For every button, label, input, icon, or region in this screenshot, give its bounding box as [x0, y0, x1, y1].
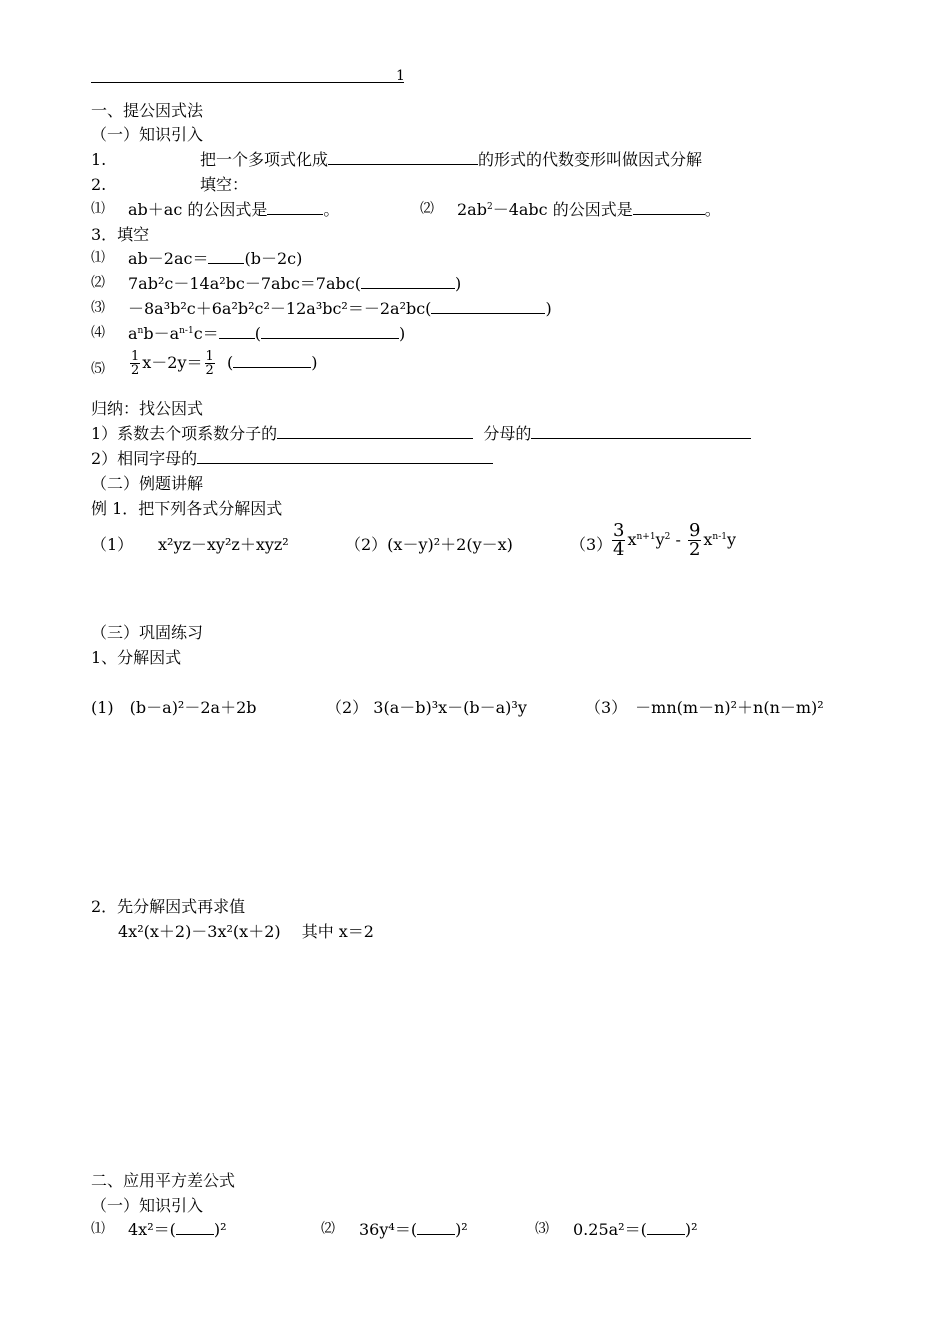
s2-q2: 36y⁴＝( )²: [359, 1220, 468, 1239]
example-1-2: （2）(x－y)²＋2(y－x): [345, 535, 513, 554]
s2-q3: 0.25a²＝( )²: [573, 1220, 698, 1239]
q1-number: 1.: [91, 150, 107, 169]
fraction-one-half: $\frac{1}{2}$: [131, 349, 140, 378]
fill-2-text: 7ab²c－14a²bc－7abc＝7abc( ): [128, 274, 462, 293]
q2-text: 填空：: [200, 175, 249, 194]
fraction-nine-halves: $\frac{9}{2}$: [688, 520, 701, 560]
q2-1-text: ab＋ac 的公因式是 。: [128, 200, 340, 219]
example-1-1-number: （1）: [91, 535, 134, 554]
header-rule: [91, 82, 404, 83]
s2-q3-blank[interactable]: [647, 1220, 685, 1235]
summary-1-blank-1[interactable]: [277, 424, 473, 439]
s2-q1: 4x²＝( )²: [128, 1220, 227, 1239]
subsection-practice: （三）巩固练习: [91, 623, 204, 642]
q2-2-number: ⑵: [420, 201, 434, 217]
fill-2-blank[interactable]: [361, 274, 455, 289]
q2-number: 2.: [91, 175, 107, 194]
s2-q2-number: ⑵: [321, 1221, 335, 1237]
summary-2-blank[interactable]: [197, 449, 493, 464]
fill-4-blank-2[interactable]: [261, 324, 399, 339]
s2-q2-blank[interactable]: [417, 1220, 455, 1235]
summary-title: 归纳：找公因式: [91, 399, 204, 418]
practice-2-expression: 4x²(x＋2)－3x²(x＋2) 其中 x＝2: [118, 922, 374, 941]
fill-3-blank[interactable]: [431, 299, 545, 314]
summary-2: 2）相同字母的: [91, 449, 493, 468]
fill-5-number: ⑸: [91, 361, 105, 377]
fill-4-number: ⑷: [91, 325, 105, 341]
q2-1-blank[interactable]: [267, 200, 323, 215]
q3-title: 3．填空: [91, 225, 150, 244]
fill-4-blank-1[interactable]: [219, 324, 255, 339]
fill-3-text: －8a³b²c＋6a²b²c²－12a³bc²＝－2a²bc( ): [128, 299, 552, 318]
practice-2-title: 2．先分解因式再求值: [91, 897, 246, 916]
fill-5-text: $\frac{1}{2}$ x－2y＝ $\frac{1}{2}$ ( ): [131, 349, 318, 378]
fill-1-text: ab－2ac＝ (b－2c): [128, 249, 303, 268]
page-number: 1: [396, 68, 405, 84]
q2-1-number: ⑴: [91, 201, 105, 217]
summary-1: 1）系数去个项系数分子的 分母的: [91, 424, 751, 443]
fill-1-blank[interactable]: [208, 249, 244, 264]
example-1-3: $\frac{3}{4}$ $x^{n+1}y^2$ - $\frac{9}{2}$ $x^{n-1}y$: [613, 520, 737, 560]
fill-2-number: ⑵: [91, 275, 105, 291]
example-1-3-number: （3）: [570, 535, 613, 554]
practice-1-1: (1) (b－a)²－2a＋2b: [91, 698, 257, 717]
subsection-examples: （二）例题讲解: [91, 474, 204, 493]
q2-2-text: $2ab^2-4abc$ 的公因式是 。: [457, 200, 721, 219]
s2-q3-number: ⑶: [535, 1221, 549, 1237]
example-1-title: 例 1．把下列各式分解因式: [91, 499, 283, 518]
fill-5-blank[interactable]: [233, 353, 311, 368]
fill-4-text: $a^nb-a^{n-1}c=$ ( ): [128, 324, 406, 343]
fraction-three-quarters: $\frac{3}{4}$: [613, 520, 625, 560]
summary-1-blank-2[interactable]: [531, 424, 751, 439]
practice-1-2: （2） 3(a－b)³x－(b－a)³y: [326, 698, 527, 717]
section-2-title: 二、应用平方差公式: [91, 1171, 236, 1190]
practice-1-3: （3） －mn(m－n)²＋n(n－m)²: [585, 698, 824, 717]
s2-q1-number: ⑴: [91, 1221, 105, 1237]
section-1-title: 一、提公因式法: [91, 101, 204, 120]
s2-q1-blank[interactable]: [176, 1220, 214, 1235]
fraction-one-half: $\frac{1}{2}$: [205, 349, 214, 378]
practice-1-title: 1、分解因式: [91, 648, 182, 667]
section-2-knowledge: （一）知识引入: [91, 1196, 204, 1215]
q2-2-blank[interactable]: [633, 200, 705, 215]
q1-text: 把一个多项式化成 的形式的代数变形叫做因式分解: [200, 150, 703, 169]
subsection-knowledge: （一）知识引入: [91, 125, 204, 144]
fill-1-number: ⑴: [91, 250, 105, 266]
example-1-1: x²yz－xy²z＋xyz²: [158, 535, 289, 554]
fill-3-number: ⑶: [91, 300, 105, 316]
q1-blank[interactable]: [328, 150, 478, 165]
